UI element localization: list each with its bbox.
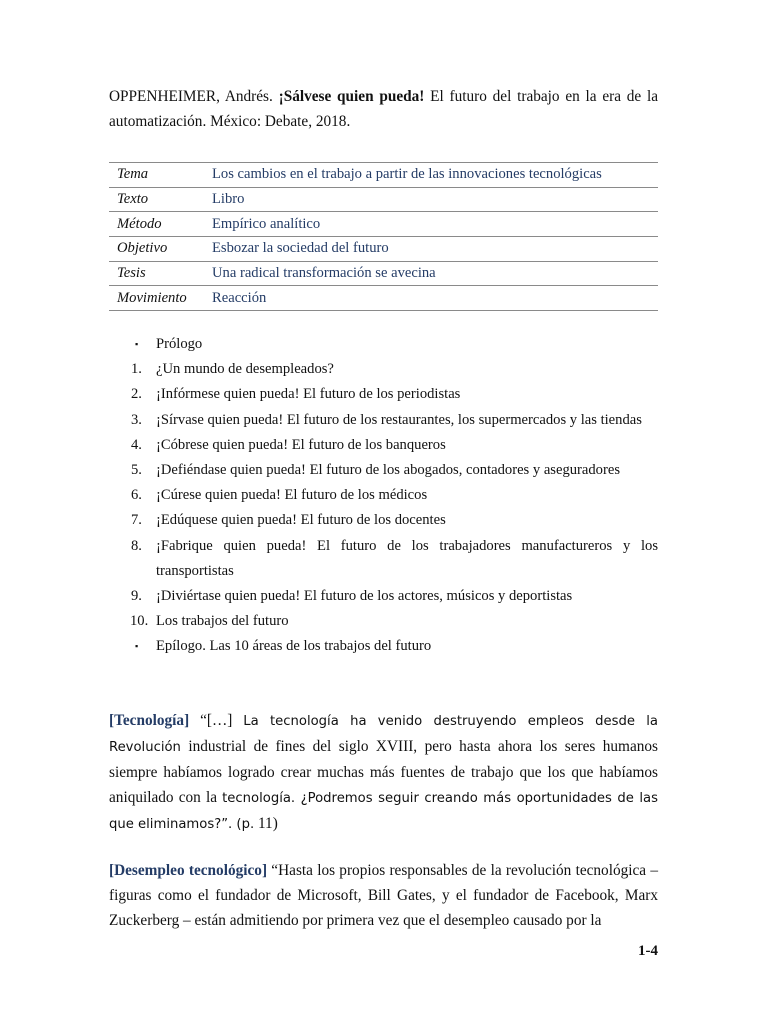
row-key: Objetivo: [109, 237, 204, 262]
row-key: Texto: [109, 187, 204, 212]
list-number: 3.: [131, 411, 142, 428]
table-row: [109, 163, 658, 188]
list-item-text: Epílogo. Las 10 áreas de los trabajos del futuro: [156, 638, 432, 655]
row-value: Una radical transformación se avecina: [204, 261, 658, 286]
list-item: [109, 332, 658, 357]
list-item: [109, 634, 658, 659]
list-item: [109, 508, 658, 533]
row-value: Los cambios en el trabajo a partir de las innovaciones tecnológicas: [204, 163, 658, 188]
row-key: Método: [109, 212, 204, 237]
list-number: 8.: [131, 537, 142, 554]
quote-text: “Hasta los propios responsables de la revolución tecnológica – figuras como el fundador de Microsoft, Bill Gates, y el fundador de Facebook, Marx Zuckerberg – están admitiendo por primera vez que el desempleo causado por la: [109, 862, 658, 929]
quote-paragraph-tecnologia: [109, 708, 658, 837]
table-of-contents: [109, 332, 658, 660]
table-row: [109, 187, 658, 212]
list-item: [109, 609, 658, 634]
list-item-text: ¡Defiéndase quien pueda! El futuro de los abogados, contadores y aseguradores: [156, 462, 620, 479]
row-value: Empírico analítico: [204, 212, 658, 237]
list-number: 5.: [131, 462, 142, 479]
citation-title: ¡Sálvese quien pueda!: [278, 88, 425, 105]
quote-text: “[…]: [189, 712, 244, 729]
quote-text: La tecnología ha venido destruyendo empleos desde la Revolución: [109, 714, 658, 755]
citation-author: OPPENHEIMER, Andrés.: [109, 88, 279, 105]
bibliographic-citation: [109, 84, 658, 134]
row-key: Tesis: [109, 261, 204, 286]
row-value: Esbozar la sociedad del futuro: [204, 237, 658, 262]
list-item: [109, 458, 658, 483]
list-item-text: ¿Un mundo de desempleados?: [156, 361, 334, 378]
table-row: [109, 212, 658, 237]
list-item-text: ¡Edúquese quien pueda! El futuro de los docentes: [156, 512, 446, 529]
row-value: Reacción: [204, 286, 658, 311]
list-item-text: ¡Infórmese quien pueda! El futuro de los periodistas: [156, 386, 461, 403]
table-row: [109, 237, 658, 262]
list-item: [109, 408, 658, 433]
bullet-marker: ▪: [135, 641, 139, 652]
quote-text: tecnología. ¿Podremos seguir creando más oportunidades de las que eliminamos?”. (p.: [109, 791, 658, 832]
list-number: 9.: [131, 588, 142, 605]
list-item: [109, 584, 658, 609]
list-number: 2.: [131, 386, 142, 403]
list-number: 7.: [131, 512, 142, 529]
topic-tag: [Tecnología]: [109, 712, 190, 729]
list-item-text: ¡Sírvase quien pueda! El futuro de los restaurantes, los supermercados y las tiendas: [156, 411, 642, 428]
citation-details: El futuro del trabajo en la era de la automatización. México: Debate, 2018.: [109, 88, 658, 130]
topic-tag: [Desempleo tecnológico]: [109, 862, 268, 879]
list-item-text: Los trabajos del futuro: [156, 613, 289, 630]
list-item-text: ¡Diviértase quien pueda! El futuro de los actores, músicos y deportistas: [156, 588, 573, 605]
list-item-text: ¡Cóbrese quien pueda! El futuro de los banqueros: [156, 436, 446, 453]
quote-text: 11): [254, 815, 278, 832]
list-number: 6.: [131, 487, 142, 504]
page-number: 1-4: [638, 943, 658, 959]
list-number: 4.: [131, 436, 142, 453]
list-number: 1.: [131, 361, 142, 378]
bullet-marker: ▪: [135, 339, 139, 349]
list-item: [109, 534, 658, 584]
list-item-text: ¡Fabrique quien pueda! El futuro de los trabajadores manufactureros y los transportistas: [156, 537, 658, 579]
list-item: [109, 382, 658, 407]
book-summary-table: [109, 162, 658, 311]
list-item-text: Prólogo: [156, 336, 203, 352]
quote-paragraph-desempleo: [109, 858, 658, 933]
quote-text: industrial de fines del siglo XVIII, pero hasta ahora los seres humanos siempre habíamos logrado crear muchas más fuentes de trabajo que los que habíamos aniquilado con la: [109, 738, 658, 806]
table-row: [109, 286, 658, 311]
list-item: [109, 433, 658, 458]
list-number: 10.: [130, 613, 149, 630]
table-row: [109, 261, 658, 286]
row-value: Libro: [204, 187, 658, 212]
list-item: [109, 357, 658, 382]
list-item: [109, 483, 658, 508]
row-key: Tema: [109, 163, 204, 188]
list-item-text: ¡Cúrese quien pueda! El futuro de los médicos: [156, 487, 428, 504]
row-key: Movimiento: [109, 286, 204, 311]
